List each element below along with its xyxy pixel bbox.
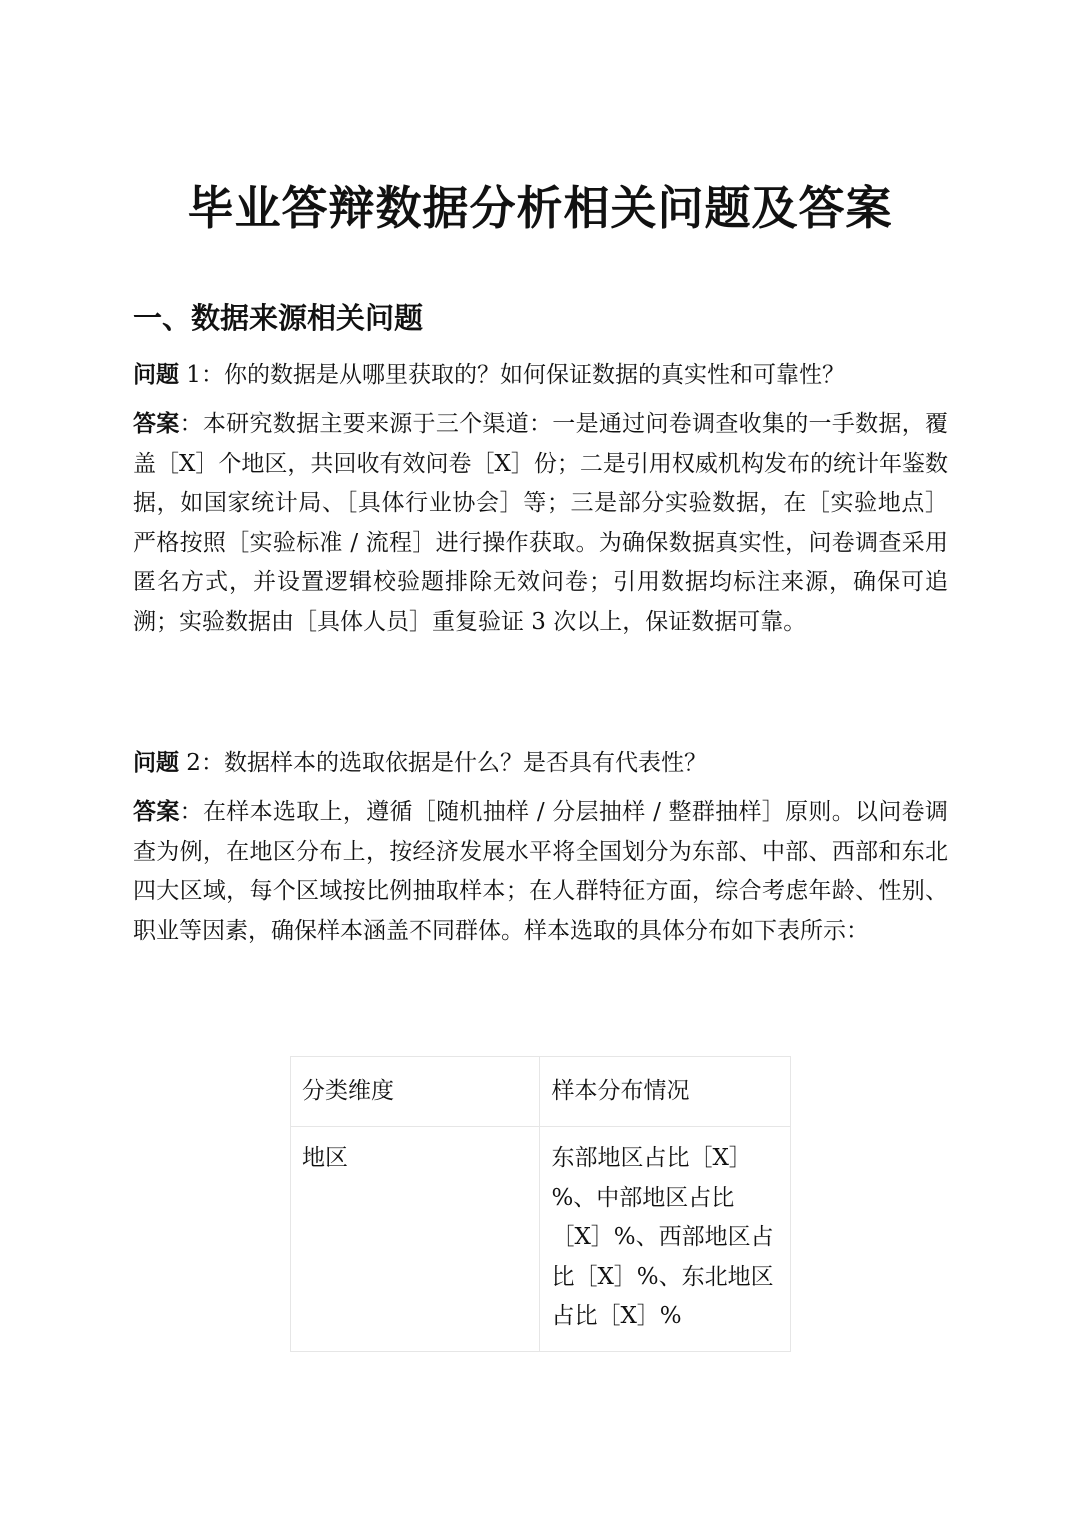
table-header-cell: 样本分布情况 bbox=[540, 1057, 791, 1127]
sample-distribution-table bbox=[290, 1056, 791, 1352]
table-cell: 东部地区占比［X］%、中部地区占比［X］%、西部地区占比［X］%、东北地区占比［X］% bbox=[540, 1127, 791, 1352]
question-2-label: 问题 bbox=[133, 750, 179, 776]
answer-1-label: 答案 bbox=[133, 411, 180, 437]
table-header-row bbox=[291, 1057, 791, 1127]
table-header-cell: 分类维度 bbox=[291, 1057, 540, 1127]
question-2 bbox=[133, 744, 948, 784]
answer-1-text: ：本研究数据主要来源于三个渠道：一是通过问卷调查收集的一手数据，覆盖［X］个地区，共回收有效问卷［X］份；二是引用权威机构发布的统计年鉴数据，如国家统计局、［具体行业协会］等；三是部分实验数据，在［实验地点］严格按照［实验标准 / 流程］进行操作获取。为确保数据真实性，问卷调查采用匿名方式，并设置逻辑校验题排除无效问卷；引用数据均标注来源，确保可追溯；实验数据由［具体人员］重复验证 3 次以上，保证数据可靠。 bbox=[133, 411, 949, 635]
document-title: 毕业答辩数据分析相关问题及答案 bbox=[187, 181, 893, 235]
question-1 bbox=[133, 356, 948, 396]
question-2-text: 2：数据样本的选取依据是什么？是否具有代表性？ bbox=[179, 750, 707, 776]
answer-2-label: 答案 bbox=[133, 799, 180, 825]
answer-2-text: ：在样本选取上，遵循［随机抽样 / 分层抽样 / 整群抽样］原则。以问卷调查为例，在地区分布上，按经济发展水平将全国划分为东部、中部、西部和东北四大区域，每个区域按比例抽取样本；在人群特征方面，综合考虑年龄、性别、职业等因素，确保样本涵盖不同群体。样本选取的具体分布如下表所示： bbox=[133, 799, 948, 944]
table-row bbox=[291, 1127, 791, 1352]
answer-2 bbox=[133, 793, 948, 951]
answer-1 bbox=[133, 405, 948, 642]
question-1-text: 1：你的数据是从哪里获取的？如何保证数据的真实性和可靠性？ bbox=[179, 362, 845, 388]
table-cell: 地区 bbox=[291, 1127, 540, 1352]
question-1-label: 问题 bbox=[133, 362, 179, 388]
section-heading-data-source: 一、数据来源相关问题 bbox=[133, 301, 424, 335]
